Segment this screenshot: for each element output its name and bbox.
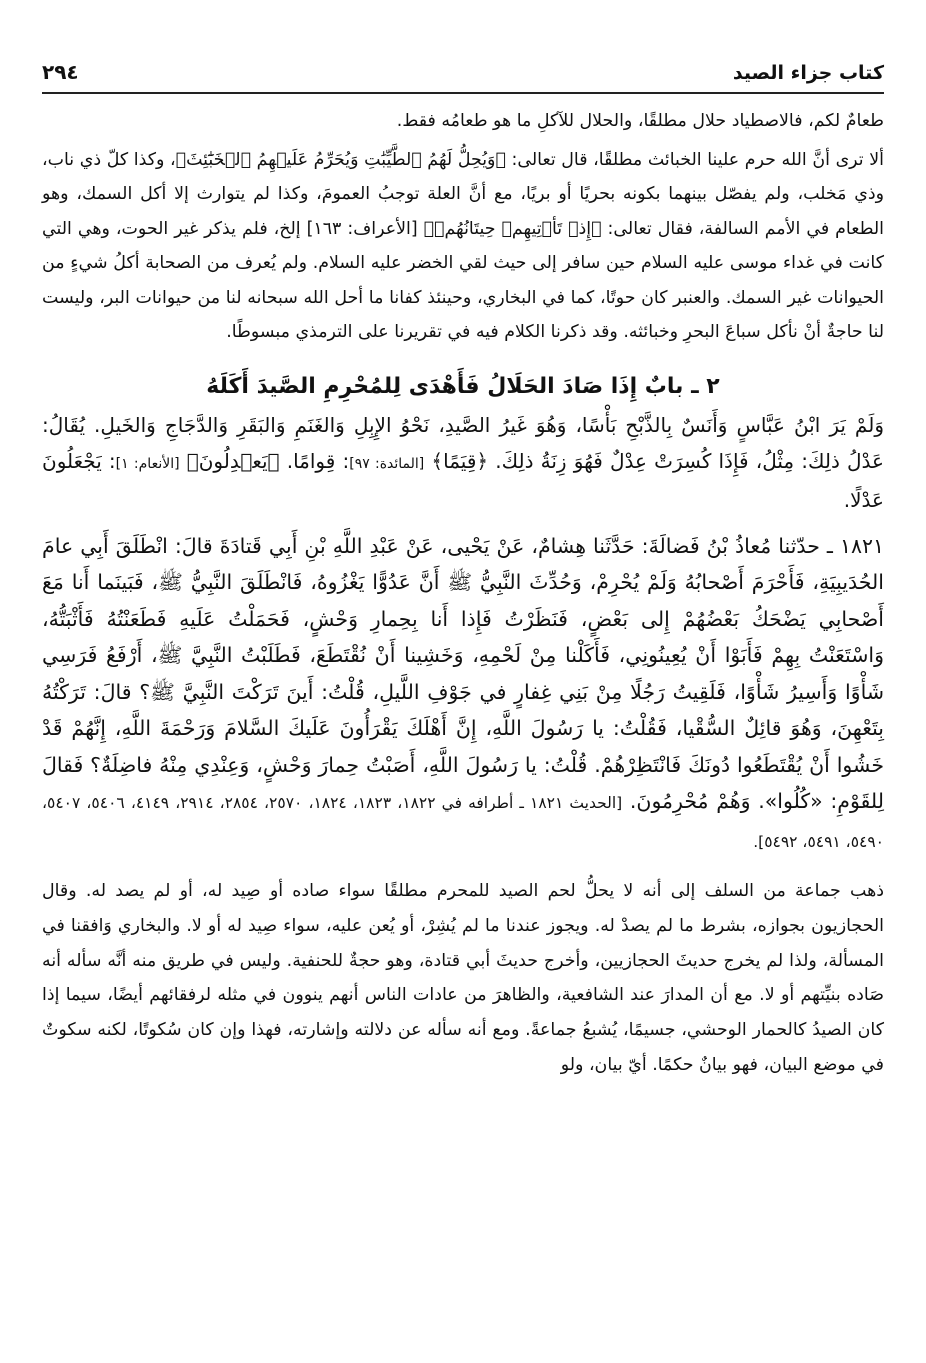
page-header (42, 52, 884, 84)
chapter-tarjama (42, 407, 884, 518)
commentary-paragraph: ألا ترى أنَّ الله حرم علينا الخبائث مطلقًا، قال تعالى: ﴿وَيُحِلُّ لَهُمُ ٱلطَّيِّبَٰتِ وَيُحَرِّمُ عَلَيۡهِمُ ٱلۡخَبَٰٓئِثَ﴾، وكذا كلّ ذي ناب، وذي مَخلب، ولم يفصّل بينهما بكونه بحريًا أو بريًا، مع أنَّ العلة توجبُ العمومَ، وكذا لم يتوارث إلا أكل السمك، وهو الطعام في الأمم السالفة، فقال تعالى: ﴿إِذۡ تَأۡتِيهِمۡ حِيتَانُهُمۡ﴾ [الأعراف: ١٦٣] إلخ، فلم يذكر غير الحوت، وهي التي كانت في غداء موسى عليه السلام حين سافر إلى حيث لقي الخضر عليه السلام. ولم يُعرف من الصحابة أكلُ شيءٍ من الحيوانات غير السمك. والعنبر كان حوتًا، كما في البخاري، وحينئذ كفانا ما أحل الله سبحانه لنا من حيوانات البر، وليست لنا حاجةٌ أنْ نأكل سباعَ البحرِ وخبائثه. وقد ذكرنا الكلام فيه في تقريرنا على الترمذي مبسوطًا. (42, 149, 884, 342)
tarjama-text: : يَجْعَلُونَ عَدْلًا. (42, 448, 884, 512)
tarjama-text: : قِوامًا. ﴿يَعۡدِلُونَ﴾ (186, 448, 350, 473)
book-title: كتاب جزاء الصيد (732, 62, 884, 84)
hadith-text (42, 528, 884, 861)
quran-reference: [المائدة: ٩٧] (349, 455, 425, 472)
header-rule (42, 92, 884, 94)
page-number: ٢٩٤ (42, 60, 79, 84)
commentary-paragraph: ذهب جماعة من السلف إلى أنه لا يحلُّ لحم الصيد للمحرم مطلقًا سواء صاده أو صِيد له، أو لم يصد له. وقال الحجازيون بجوازه، بشرط ما لم يصدْ له. ويجوز عندنا ما لم يُشِرْ، أو يُعن عليه، سواء صِيد له أو لا. والبخاري وَافقنا في المسألة، ولذا لم يخرج حديثَ الحجازيين، وأخرج حديثَ أبي قتادة، وهو حجةٌ للحنفية. وليس في طريق منه أنَّه سأله أنه صَاده بنيِّتهم أو لا. مع أن المدارَ عند الشافعية، والظاهرَ من عادات الناس أنهم ينوون في مثله لرفقائهم أيضًا، سيما إذا كان الصيدُ كالحمار الوحشي، جسيمًا، يُشبعُ جماعةً. ومع أنه سأله عن دلالته وإشارته، فهذا وإن كان سُكوتًا، لكنه سكوتٌ في موضع البيان، فهو بيانٌ حكمًا. أيّ بيان، ولو (42, 881, 884, 1075)
commentary-paragraph: طعامٌ لكم، فالاصطياد حلال مطلقًا، والحلال للآكلِ ما هو طعامُه فقط. (396, 111, 884, 131)
hadith-source: [الحديث ١٨٢١ ـ أطرافه في ١٨٢٢، ١٨٢٣، ١٨٢٤، ٢٥٧٠، ٢٨٥٤، ٢٩١٤، ٤١٤٩، ٥٤٠٦، ٥٤٠٧، ٥٤٩٠، ٥٤٩١، ٥٤٩٢]. (42, 794, 884, 851)
quran-reference: [الأنعام: ١] (115, 455, 180, 472)
spacer (42, 860, 884, 874)
hadith-body: ١٨٢١ ـ حدّثنا مُعاذُ بْنُ فَضالَةَ: حَدَّثَنا هِشامٌ، عَنْ يَحْيى، عَنْ عَبْدِ اللَّهِ بْنِ أَبِي قَتادَةَ قالَ: انْطَلَقَ أَبِي عامَ الحُدَيبِيَةِ، فَأَحْرَمَ أَصْحابُهُ وَلَمْ يُحْرِمْ، وَحُدِّثَ النَّبِيُّ ﷺ أَنَّ عَدُوًّا يَغْزُوهُ، فَانْطَلَقَ النَّبِيُّ ﷺ، فَبَينَما أَنا مَعَ أَصْحابِي يَضْحَكُ بَعْضُهُمْ إِلى بَعْضٍ، فَنَظَرْتُ فَإِذا أَنا بِحِمارِ وَحْشٍ، فَحَمَلْتُ عَلَيهِ فَطَعَنْتُهُ فَأَثْبَتُّهُ، وَاسْتَعَنْتُ بِهِمْ فَأَبَوْا أَنْ يُعِينُونِي، فَأَكَلْنا مِنْ لَحْمِهِ، وَخَشِينا أَنْ نُقْتَطَعَ، فَطَلَبْتُ النَّبِيَّ ﷺ، أَرْفَعُ فَرَسِي شَأْوًا وَأَسِيرُ شَأْوًا، فَلَقِيتُ رَجُلًا مِنْ بَنِي غِفارٍ في جَوْفِ اللَّيلِ، قُلْتُ: أَينَ تَرَكْتَ النَّبِيَّ ﷺ؟ قالَ: تَرَكْتُهُ بِتَعْهِنَ، وَهُوَ قائِلٌ السُّقْيا، فَقُلْتُ: يا رَسُولَ اللَّهِ، إِنَّ أَهْلَكَ يَقْرَأُونَ عَلَيكَ السَّلامَ وَرَحْمَةَ اللَّهِ، إِنَّهُمْ قَدْ خَشُوا أَنْ يُقْتَطَعُوا دُونَكَ فَانْتَظِرْهُمْ. قُلْتُ: يا رَسُولَ اللَّهِ، أَصَبْتُ حِمارَ وَحْشٍ، وَعِنْدِي مِنْهُ فاضِلَةٌ؟ فَقالَ لِلقَوْمِ: «كُلُوا». وَهُمْ مُحْرِمُونَ. (42, 533, 884, 813)
chapter-heading: ٢ ـ بابٌ إِذَا صَادَ الحَلَالُ فَأَهْدَى لِلمُحْرِمِ الصَّيدَ أَكَلَهُ (206, 373, 720, 399)
tarjama-text: وَلَمْ يَرَ ابْنُ عَبَّاسٍ وَأَنَسٌ بِالذَّبْحِ بَأْسًا، وَهُوَ غَيرُ الصَّيدِ، نَحْوُ الإِبِلِ وَالغَنَمِ وَالبَقَرِ وَالدَّجَاجِ وَالخَيلِ. يُقَالُ: عَدْلُ ذلِكَ: مِثْلُ، فَإِذَا كُسِرَتْ عِدْلٌ فَهُوَ زِنَةُ ذلِكَ. ﴿قِيَمًا﴾ (42, 412, 884, 473)
